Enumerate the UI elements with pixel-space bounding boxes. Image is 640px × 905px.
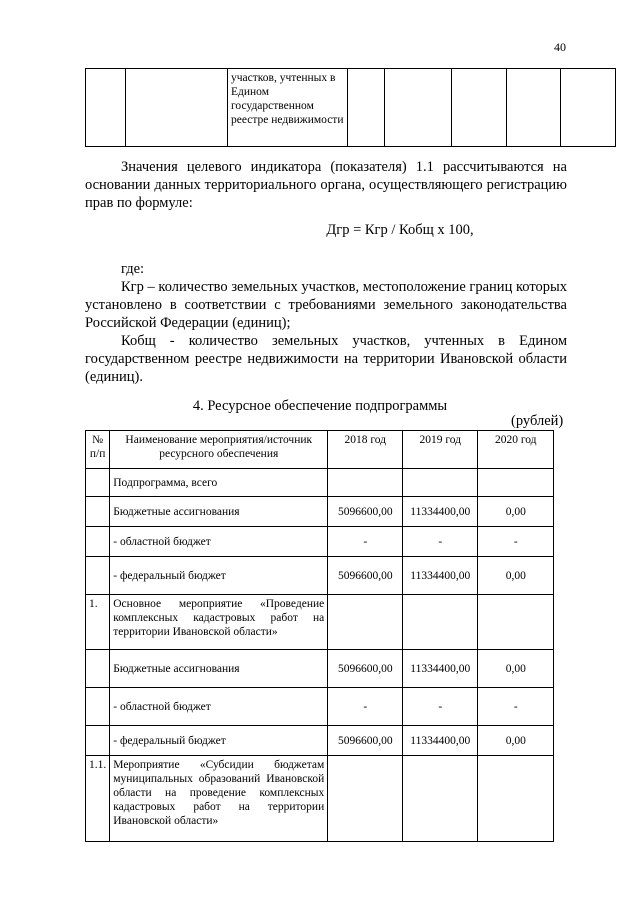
row-2020 <box>478 469 554 497</box>
row-name: Мероприятие «Субсидии бюджетам муниципальных образований Ивановской области на проведение комплексных кадастровых работ на территории Ивановской области» <box>110 756 328 842</box>
row-2020: - <box>478 527 554 557</box>
row-2018: 5096600,00 <box>328 497 403 527</box>
row-2018: 5096600,00 <box>328 726 403 756</box>
row-name: Бюджетные ассигнования <box>110 497 328 527</box>
table-cell <box>507 69 561 147</box>
row-name: - федеральный бюджет <box>110 726 328 756</box>
row-num <box>86 650 110 688</box>
table-cell <box>561 69 616 147</box>
row-name: Основное мероприятие «Проведение комплексных кадастровых работ на территории Ивановской области» <box>110 595 328 650</box>
row-name: - областной бюджет <box>110 688 328 726</box>
row-2020 <box>478 756 554 842</box>
row-2018: 5096600,00 <box>328 650 403 688</box>
row-2019: 11334400,00 <box>403 650 478 688</box>
table-row <box>86 756 554 842</box>
row-num <box>86 497 110 527</box>
row-num: 1. <box>86 595 110 650</box>
header-num: № п/п <box>86 431 110 469</box>
unit-label: (рублей) <box>511 413 564 429</box>
row-num <box>86 527 110 557</box>
definition-kobsh: Кобщ - количество земельных участков, учтенных в Едином государственном реестре недвижимости на территории Ивановской области (единиц). <box>85 333 567 385</box>
resource-table <box>85 430 554 842</box>
table-cell <box>126 69 228 147</box>
row-2018 <box>328 469 403 497</box>
formula: Дгр = Кгр / Кобщ х 100, <box>326 222 474 238</box>
header-name: Наименование мероприятия/источник ресурсного обеспечения <box>110 431 328 469</box>
row-2020: - <box>478 688 554 726</box>
row-2019 <box>403 756 478 842</box>
table-header-row <box>86 431 554 469</box>
header-2020: 2020 год <box>478 431 554 469</box>
row-2020: 0,00 <box>478 557 554 595</box>
row-2020: 0,00 <box>478 497 554 527</box>
row-num <box>86 557 110 595</box>
row-name: Бюджетные ассигнования <box>110 650 328 688</box>
row-name: Подпрограмма, всего <box>110 469 328 497</box>
header-2018: 2018 год <box>328 431 403 469</box>
row-num <box>86 469 110 497</box>
row-name: - областной бюджет <box>110 527 328 557</box>
row-num <box>86 726 110 756</box>
paragraph-calculation: Значения целевого индикатора (показателя) 1.1 рассчитываются на основании данных территориального органа, осуществляющего регистрацию прав по формуле: <box>85 159 567 211</box>
row-2020: 0,00 <box>478 726 554 756</box>
page-number: 40 <box>554 40 566 54</box>
row-2019 <box>403 595 478 650</box>
row-num: 1.1. <box>86 756 110 842</box>
row-2019: - <box>403 688 478 726</box>
table-row <box>86 595 554 650</box>
table-cell: участков, учтенных в Едином государственном реестре недвижимости <box>228 69 348 147</box>
row-2019: 11334400,00 <box>403 726 478 756</box>
table-cell <box>452 69 507 147</box>
continuation-table <box>85 68 616 147</box>
where-label: где: <box>121 261 145 277</box>
row-2018 <box>328 756 403 842</box>
row-2019 <box>403 469 478 497</box>
table-row <box>86 469 554 497</box>
row-2020 <box>478 595 554 650</box>
row-num <box>86 688 110 726</box>
row-2018: - <box>328 688 403 726</box>
row-2020: 0,00 <box>478 650 554 688</box>
table-cell <box>385 69 452 147</box>
table-row <box>86 688 554 726</box>
table-row <box>86 527 554 557</box>
row-2018: 5096600,00 <box>328 557 403 595</box>
table-cell <box>86 69 126 147</box>
table-row <box>86 726 554 756</box>
definition-kgr: Кгр – количество земельных участков, местоположение границ которых установлено в соответствии с требованиями земельного законодательства Российской Федерации (единиц); <box>85 279 567 331</box>
table-row <box>86 650 554 688</box>
table-cell <box>348 69 385 147</box>
row-2019: 11334400,00 <box>403 557 478 595</box>
row-2018 <box>328 595 403 650</box>
table-row <box>86 497 554 527</box>
row-2018: - <box>328 527 403 557</box>
section-heading: 4. Ресурсное обеспечение подпрограммы <box>192 398 448 414</box>
header-2019: 2019 год <box>403 431 478 469</box>
row-2019: - <box>403 527 478 557</box>
row-2019: 11334400,00 <box>403 497 478 527</box>
row-name: - федеральный бюджет <box>110 557 328 595</box>
table-row <box>86 557 554 595</box>
